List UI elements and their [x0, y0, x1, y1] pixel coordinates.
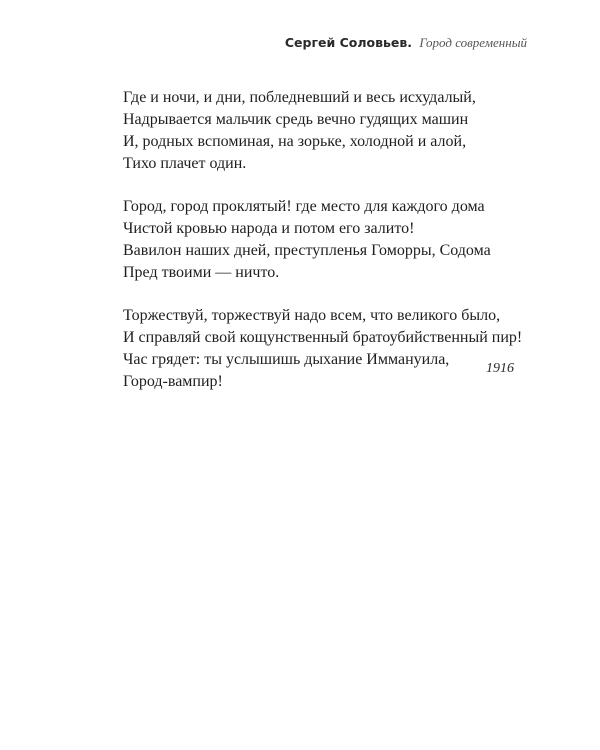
running-head-work-title: Город современный: [419, 35, 527, 50]
poem-line: Торжествуй, торжествуй надо всем, что великого было,: [123, 307, 501, 324]
poem-line: Тихо плачет один.: [123, 155, 247, 172]
poem-line: И, родных вспоминая, на зорьке, холодной и алой,: [123, 133, 467, 150]
poem-line: Где и ночи, и дни, побледневший и весь исхудалый,: [123, 89, 476, 106]
stanza-2: [123, 196, 523, 284]
poem-line: Пред твоими — ничто.: [123, 264, 280, 281]
running-head-author: Сергей Соловьев.: [284, 35, 413, 50]
stanza-1: [123, 87, 523, 175]
poem-line: Город, город проклятый! где место для каждого дома: [123, 198, 485, 215]
poem-line: Город-вампир!: [123, 373, 223, 390]
poem-body: [123, 87, 523, 414]
stanza-3: [123, 305, 523, 393]
running-head: [285, 35, 527, 51]
poem-line: Час грядет: ты услышишь дыхание Иммануила,: [123, 351, 450, 368]
poem-line: Надрывается мальчик средь вечно гудящих машин: [123, 111, 469, 128]
poem-line: Вавилон наших дней, преступленья Гоморры, Содома: [123, 242, 491, 259]
poem-line: Чистой кровью народа и потом его залито!: [123, 220, 415, 237]
poem-date: 1916: [486, 361, 514, 376]
poem-line: И справляй свой кощунственный братоубийственный пир!: [123, 329, 523, 346]
